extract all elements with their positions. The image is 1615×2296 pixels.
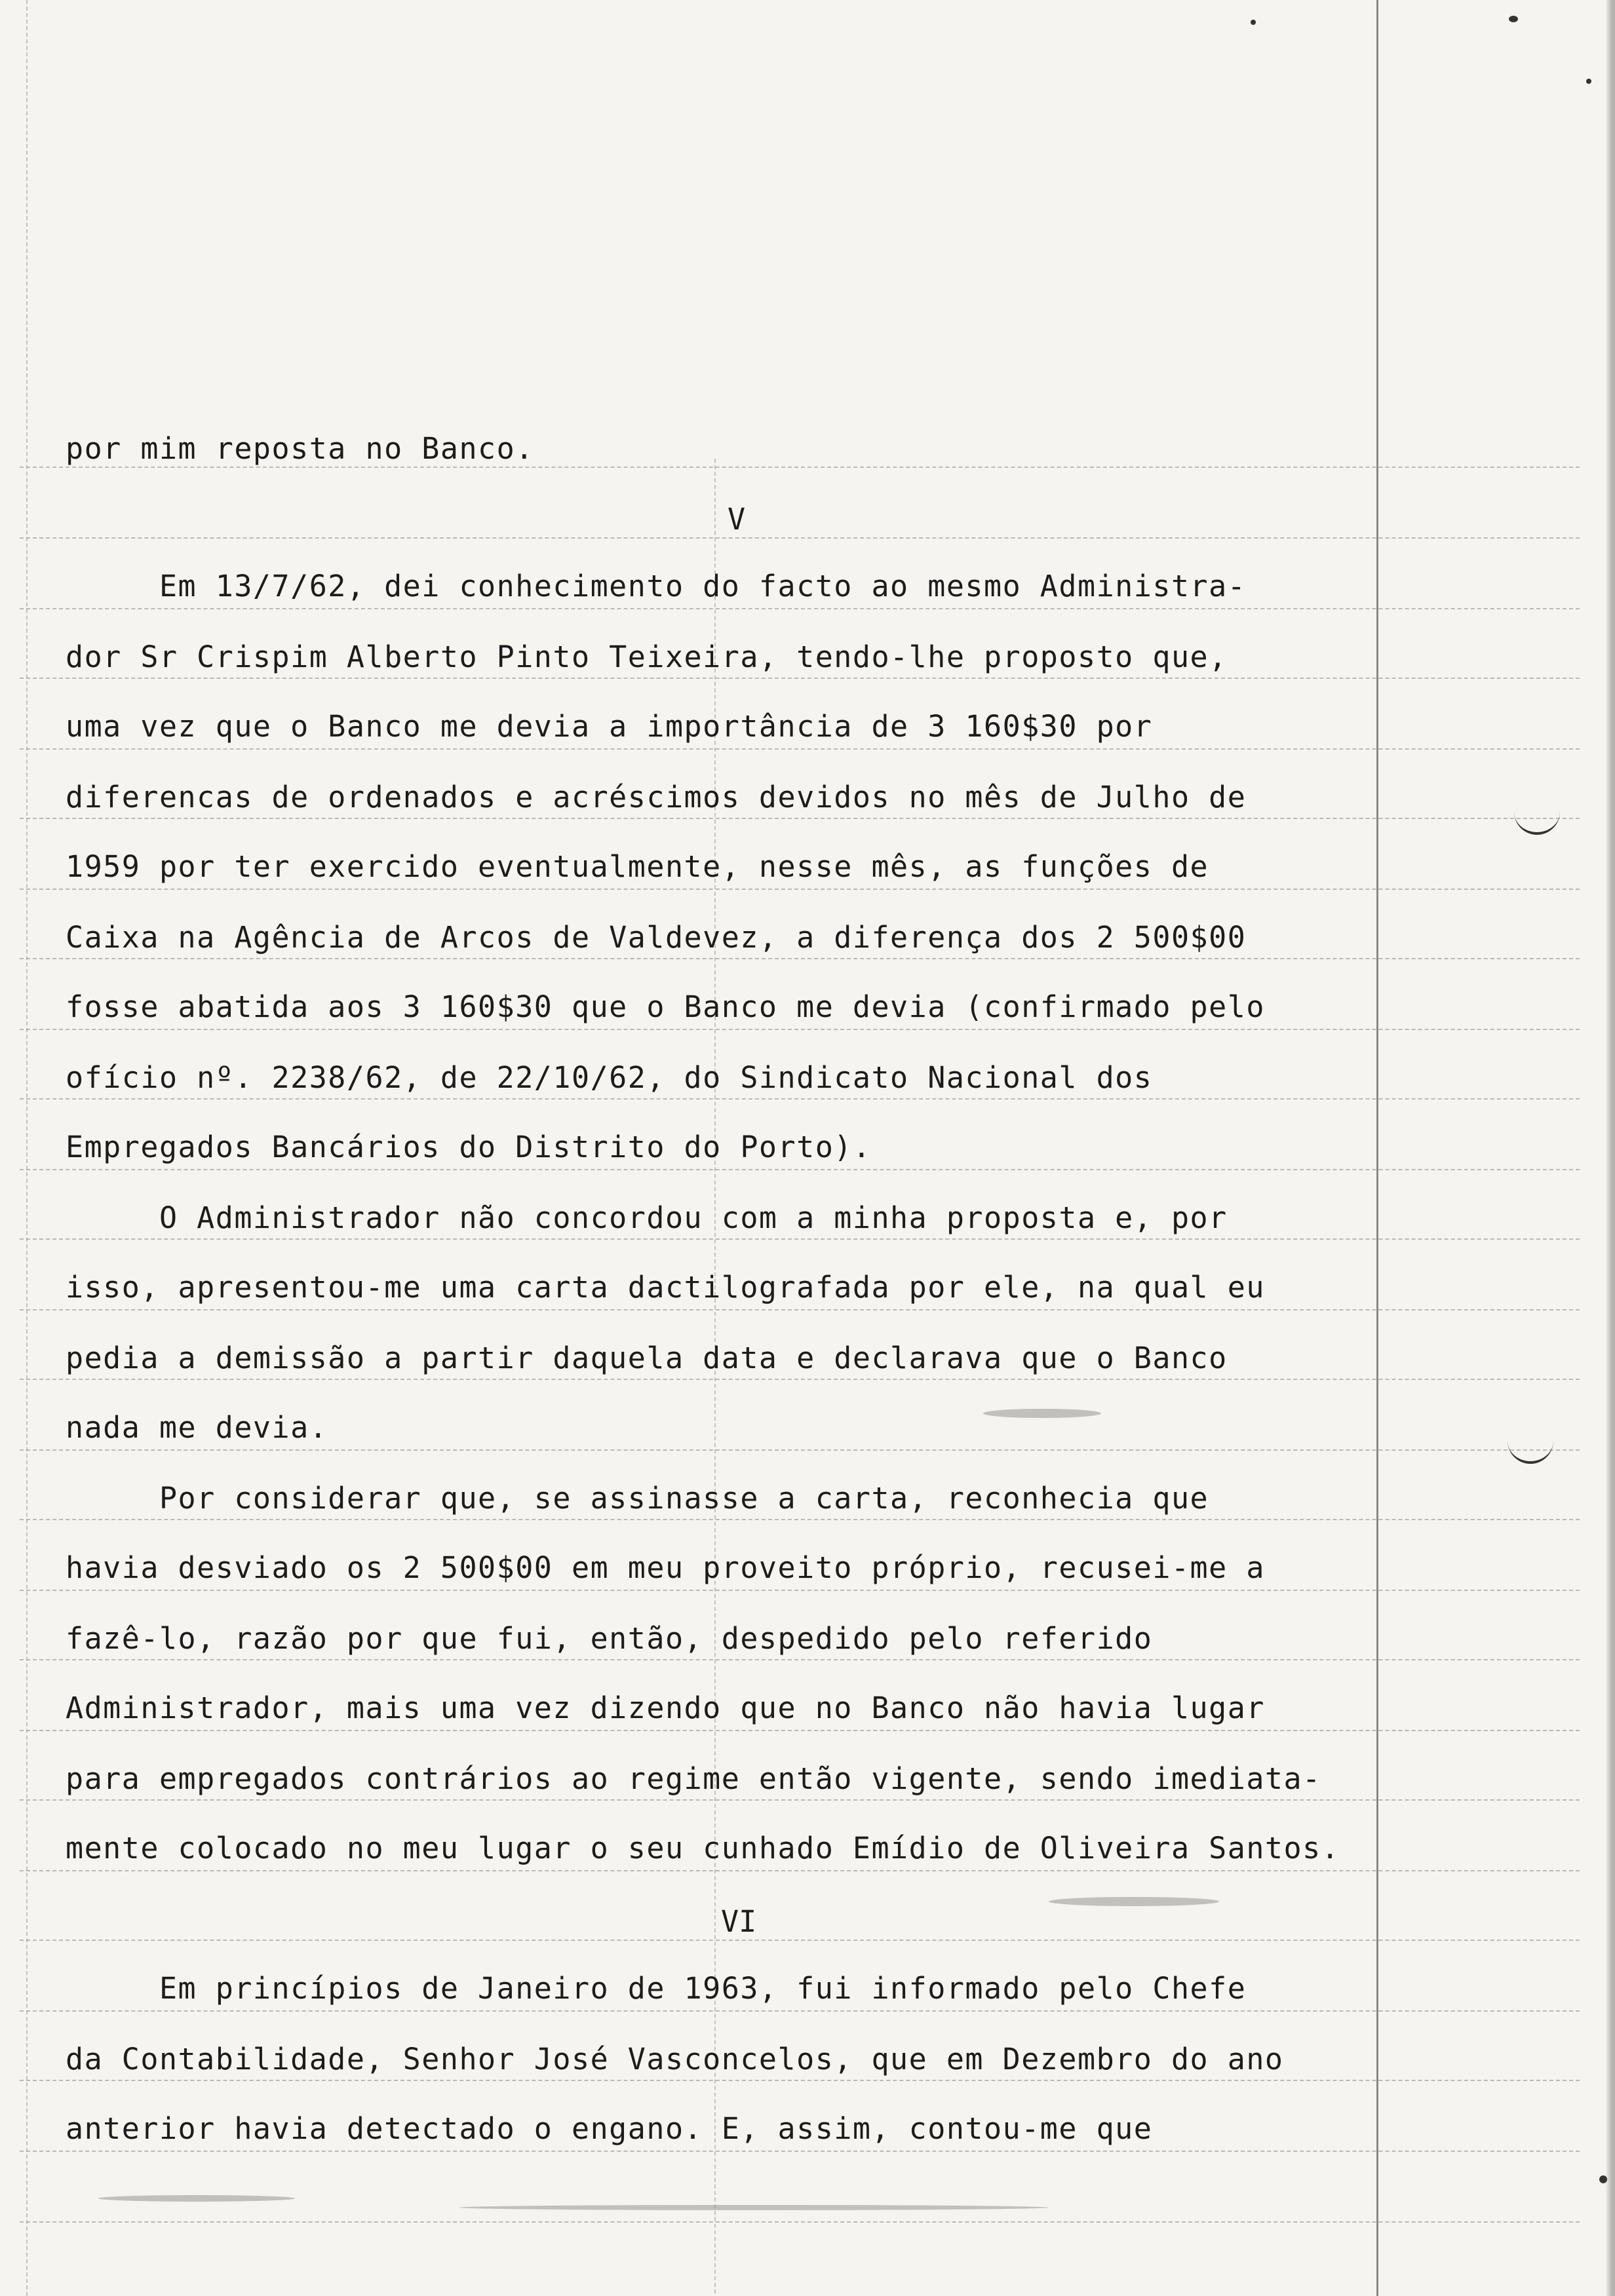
ruled-line bbox=[20, 1309, 1580, 1311]
ruled-line bbox=[20, 2080, 1580, 2081]
text-line: dor Sr Crispim Alberto Pinto Teixeira, tendo-lhe proposto que, bbox=[66, 640, 1228, 674]
ruled-line bbox=[20, 537, 1580, 539]
ruled-line bbox=[20, 1169, 1580, 1170]
ink-mark bbox=[1599, 2175, 1607, 2183]
ruled-line bbox=[20, 1799, 1580, 1801]
ink-mark bbox=[1509, 16, 1518, 22]
text-line: diferencas de ordenados e acréscimos devidos no mês de Julho de bbox=[66, 780, 1247, 814]
text-line: Caixa na Agência de Arcos de Valdevez, a diferença dos 2 500$00 bbox=[66, 920, 1247, 955]
ruled-line bbox=[20, 2010, 1580, 2012]
ruled-line bbox=[20, 467, 1580, 468]
ruled-line bbox=[20, 958, 1580, 959]
ink-mark bbox=[1251, 20, 1256, 25]
page-edge-shadow bbox=[1606, 0, 1615, 2296]
ink-mark bbox=[1586, 79, 1591, 84]
text-line: isso, apresentou-me uma carta dactilografada por ele, na qual eu bbox=[66, 1270, 1265, 1305]
ruled-line bbox=[20, 608, 1580, 609]
text-line: Em princípios de Janeiro de 1963, fui informado pelo Chefe bbox=[66, 1971, 1247, 2006]
ruled-line bbox=[20, 1940, 1580, 1941]
text-line: Empregados Bancários do Distrito do Porto). bbox=[66, 1130, 872, 1164]
ruled-line bbox=[20, 1730, 1580, 1731]
ruled-line bbox=[20, 1029, 1580, 1030]
ruled-line bbox=[20, 1238, 1580, 1240]
right-margin-line bbox=[1376, 0, 1378, 2296]
text-line: Administrador, mais uma vez dizendo que no Banco não havia lugar bbox=[66, 1691, 1265, 1725]
text-line: ofício nº. 2238/62, de 22/10/62, do Sindicato Nacional dos bbox=[66, 1060, 1153, 1095]
text-line: da Contabilidade, Senhor José Vasconcelos, que em Dezembro do ano bbox=[66, 2042, 1284, 2076]
ruled-line bbox=[20, 1098, 1580, 1100]
text-line: pedia a demissão a partir daquela data e declarava que o Banco bbox=[66, 1341, 1228, 1375]
text-line: havia desviado os 2 500$00 em meu proveito próprio, recusei-me a bbox=[66, 1550, 1265, 1585]
paper-curl-mark bbox=[1514, 806, 1560, 835]
scan-noise bbox=[98, 2195, 295, 2202]
ruled-line bbox=[20, 1659, 1580, 1660]
ruled-line bbox=[20, 678, 1580, 679]
scan-noise bbox=[1049, 1897, 1219, 1906]
text-line: O Administrador não concordou com a minha proposta e, por bbox=[66, 1200, 1228, 1235]
paper-curl-mark bbox=[1508, 1435, 1553, 1464]
text-line: fosse abatida aos 3 160$30 que o Banco me devia (confirmado pelo bbox=[66, 989, 1265, 1024]
scan-noise bbox=[459, 2205, 1049, 2210]
section-heading-vi: VI bbox=[721, 1904, 757, 1939]
text-line: mente colocado no meu lugar o seu cunhado Emídio de Oliveira Santos. bbox=[66, 1831, 1340, 1866]
opening-line: por mim reposta no Banco. bbox=[66, 431, 534, 466]
text-line: Por considerar que, se assinasse a carta, reconhecia que bbox=[66, 1481, 1209, 1516]
left-margin-line bbox=[26, 0, 28, 2296]
ruled-line bbox=[20, 818, 1580, 819]
ruled-line bbox=[20, 1379, 1580, 1380]
ruled-line bbox=[20, 2151, 1580, 2152]
ruled-line bbox=[20, 748, 1580, 750]
scan-noise bbox=[983, 1409, 1101, 1418]
ruled-line bbox=[20, 1590, 1580, 1591]
section-heading-v: V bbox=[728, 502, 746, 537]
ruled-line bbox=[20, 1870, 1580, 1871]
ruled-line bbox=[20, 1519, 1580, 1520]
text-line: 1959 por ter exercido eventualmente, nesse mês, as funções de bbox=[66, 849, 1209, 884]
text-line: para empregados contrários ao regime então vigente, sendo imediata- bbox=[66, 1761, 1321, 1796]
ruled-line bbox=[20, 889, 1580, 890]
text-line: fazê-lo, razão por que fui, então, despedido pelo referido bbox=[66, 1621, 1153, 1656]
ruled-line bbox=[20, 1449, 1580, 1451]
text-line: nada me devia. bbox=[66, 1410, 328, 1445]
text-line: Em 13/7/62, dei conhecimento do facto ao mesmo Administra- bbox=[66, 569, 1247, 603]
text-line: uma vez que o Banco me devia a importância de 3 160$30 por bbox=[66, 709, 1153, 744]
ruled-line bbox=[20, 2221, 1580, 2223]
text-line: anterior havia detectado o engano. E, assim, contou-me que bbox=[66, 2111, 1153, 2146]
